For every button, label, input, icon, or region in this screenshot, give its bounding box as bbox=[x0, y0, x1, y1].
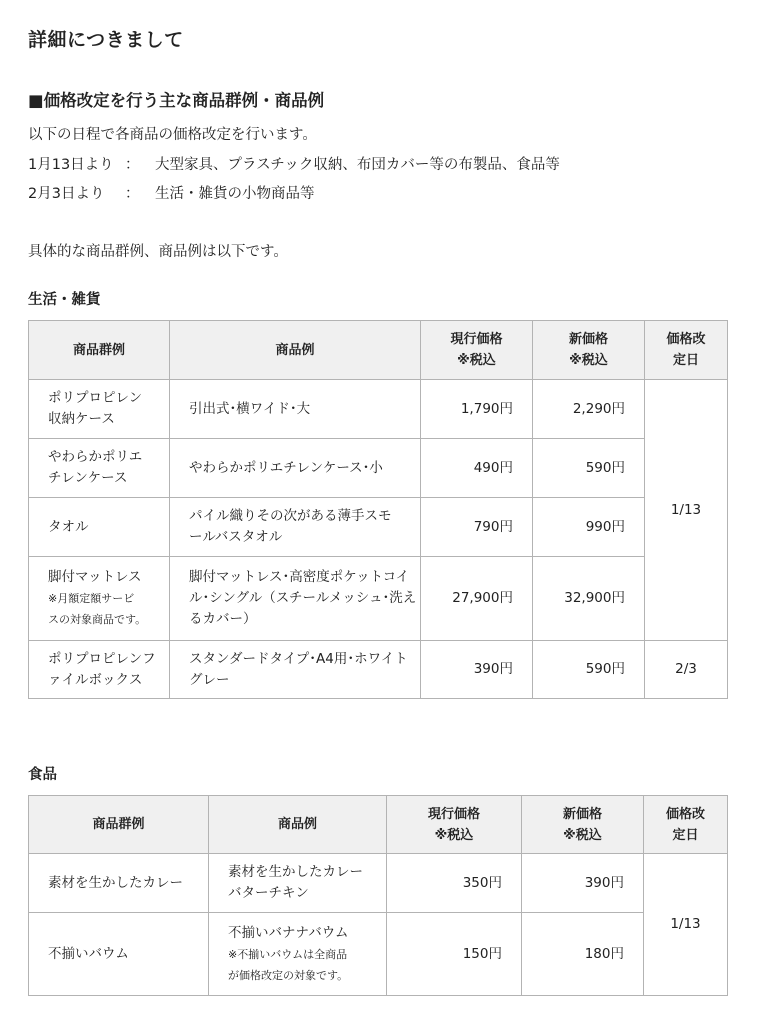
schedule-date: 2月3日より bbox=[28, 186, 105, 202]
header-new-price: 新価格 ※税込 bbox=[522, 796, 644, 854]
example-cell: 不揃いバナナバウム ※不揃いバウムは全商品 が価格改定の対象です。 bbox=[209, 913, 387, 996]
revision-date-cell: 1/13 bbox=[645, 380, 728, 641]
current-price-cell: 27,900円 bbox=[421, 557, 533, 641]
table-row bbox=[29, 913, 728, 996]
table-row bbox=[29, 498, 728, 557]
current-price-cell: 490円 bbox=[421, 439, 533, 498]
group-note: スの対象商品です。 bbox=[48, 613, 147, 626]
group-cell: ポリプロピレンフ ァイルボックス bbox=[29, 641, 170, 699]
new-price-cell: 390円 bbox=[522, 854, 644, 913]
table-row bbox=[29, 641, 728, 699]
new-price-cell: 590円 bbox=[533, 641, 645, 699]
new-price-cell: 2,290円 bbox=[533, 380, 645, 439]
new-price-cell: 590円 bbox=[533, 439, 645, 498]
food-price-table bbox=[28, 795, 728, 996]
group-note: ※月額定額サービ bbox=[48, 592, 135, 605]
table-header-row bbox=[29, 796, 728, 854]
schedule-separator: ： bbox=[125, 186, 140, 202]
current-price-cell: 790円 bbox=[421, 498, 533, 557]
new-price-cell: 990円 bbox=[533, 498, 645, 557]
example-cell: 引出式･横ワイド･大 bbox=[170, 380, 421, 439]
example-cell: やわらかポリエチレンケース･小 bbox=[170, 439, 421, 498]
header-current-price: 現行価格 ※税込 bbox=[387, 796, 522, 854]
current-price-cell: 150円 bbox=[387, 913, 522, 996]
current-price-cell: 1,790円 bbox=[421, 380, 533, 439]
new-price-cell: 180円 bbox=[522, 913, 644, 996]
schedule-row bbox=[28, 182, 315, 203]
schedule-items: 生活・雑貨の小物商品等 bbox=[155, 186, 315, 202]
example-note: ※不揃いバウムは全商品 bbox=[228, 947, 348, 961]
table-row bbox=[29, 854, 728, 913]
table-row bbox=[29, 380, 728, 439]
group-cell: ポリプロピレン 収納ケース bbox=[29, 380, 170, 439]
header-example: 商品例 bbox=[170, 321, 421, 380]
living-price-table bbox=[28, 320, 728, 699]
header-revision-date: 価格改 定日 bbox=[645, 321, 728, 380]
header-example: 商品例 bbox=[209, 796, 387, 854]
schedule-row bbox=[28, 153, 560, 174]
example-cell: 脚付マットレス･高密度ポケットコイ ル･シングル（スチールメッシュ･洗え るカバー） bbox=[170, 557, 421, 641]
section-heading: ■価格改定を行う主な商品群例・商品例 bbox=[28, 91, 325, 110]
header-revision-date: 価格改 定日 bbox=[644, 796, 728, 854]
new-price-cell: 32,900円 bbox=[533, 557, 645, 641]
lead-text: 具体的な商品群例、商品例は以下です。 bbox=[28, 244, 288, 260]
current-price-cell: 390円 bbox=[421, 641, 533, 699]
group-cell: 素材を生かしたカレー bbox=[29, 854, 209, 913]
header-new-price: 新価格 ※税込 bbox=[533, 321, 645, 380]
page-title: 詳細につきまして bbox=[28, 29, 184, 51]
table-row bbox=[29, 557, 728, 641]
revision-date-cell: 2/3 bbox=[645, 641, 728, 699]
current-price-cell: 350円 bbox=[387, 854, 522, 913]
example-cell: スタンダードタイプ･A4用･ホワイト グレー bbox=[170, 641, 421, 699]
example-note: が価格改定の対象です。 bbox=[228, 968, 349, 982]
food-heading: 食品 bbox=[28, 767, 57, 783]
header-group: 商品群例 bbox=[29, 796, 209, 854]
living-heading: 生活・雑貨 bbox=[28, 292, 101, 308]
group-cell: タオル bbox=[29, 498, 170, 557]
revision-date-cell: 1/13 bbox=[644, 854, 728, 996]
schedule-date: 1月13日より bbox=[28, 157, 114, 173]
table-row bbox=[29, 439, 728, 498]
group-cell: やわらかポリエ チレンケース bbox=[29, 439, 170, 498]
table-header-row bbox=[29, 321, 728, 380]
header-current-price: 現行価格 ※税込 bbox=[421, 321, 533, 380]
example-cell: パイル織りその次がある薄手スモ ールバスタオル bbox=[170, 498, 421, 557]
schedule-items: 大型家具、プラスチック収納、布団カバー等の布製品、食品等 bbox=[155, 157, 560, 173]
example-cell: 素材を生かしたカレー バターチキン bbox=[209, 854, 387, 913]
group-cell: 脚付マットレス ※月額定額サービ スの対象商品です。 bbox=[29, 557, 170, 641]
intro-text: 以下の日程で各商品の価格改定を行います。 bbox=[28, 127, 317, 143]
header-group: 商品群例 bbox=[29, 321, 170, 380]
schedule-separator: ： bbox=[125, 157, 140, 173]
group-cell: 不揃いバウム bbox=[29, 913, 209, 996]
